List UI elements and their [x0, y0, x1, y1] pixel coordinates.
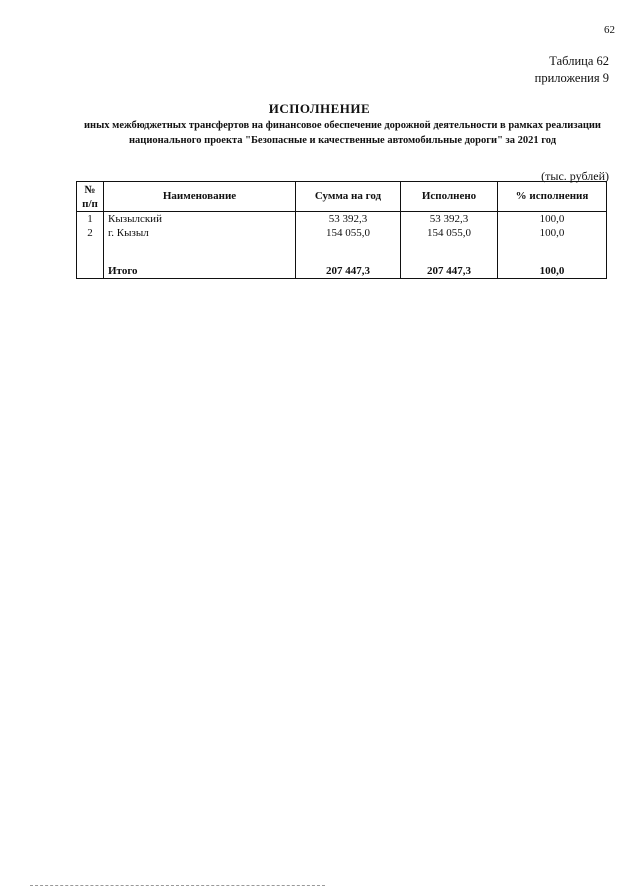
document-title: ИСПОЛНЕНИЕ [268, 101, 371, 116]
table-reference [535, 53, 609, 87]
total-executed: 207 447,3 [401, 262, 498, 279]
footer-divider [30, 885, 325, 886]
row-number: 2 [77, 226, 104, 240]
row-name: г. Кызыл [104, 226, 296, 240]
row-executed: 154 055,0 [401, 226, 498, 240]
table-total-row [77, 262, 607, 279]
page-number: 62 [604, 24, 615, 36]
header-number: № п/п [77, 182, 104, 212]
total-annual-sum: 207 447,3 [296, 262, 401, 279]
table-reference-appendix: приложения 9 [534, 71, 609, 85]
table-reference-number: Таблица 62 [549, 54, 609, 68]
total-label: Итого [104, 262, 296, 279]
table-header-row [77, 182, 607, 212]
row-annual-sum: 53 392,3 [296, 212, 401, 227]
table-spacer-row [77, 240, 607, 262]
header-name: Наименование [104, 182, 296, 212]
table-row [77, 226, 607, 240]
execution-table [76, 181, 607, 279]
row-annual-sum: 154 055,0 [296, 226, 401, 240]
total-number [77, 262, 104, 279]
header-annual-sum: Сумма на год [296, 182, 401, 212]
header-execution-percent: % исполнения [498, 182, 607, 212]
row-execution-percent: 100,0 [498, 212, 607, 227]
header-executed: Исполнено [401, 182, 498, 212]
total-execution-percent: 100,0 [498, 262, 607, 279]
row-executed: 53 392,3 [401, 212, 498, 227]
document-subtitle: иных межбюджетных трансфертов на финансовое обеспечение дорожной деятельности в рамках реализации национального проекта "Безопасные и качественные автомобильные дороги" за 2021 год [84, 120, 601, 146]
units-label: (тыс. рублей) [541, 169, 609, 183]
row-execution-percent: 100,0 [498, 226, 607, 240]
table-row [77, 212, 607, 227]
row-name: Кызылский [104, 212, 296, 227]
row-number: 1 [77, 212, 104, 227]
